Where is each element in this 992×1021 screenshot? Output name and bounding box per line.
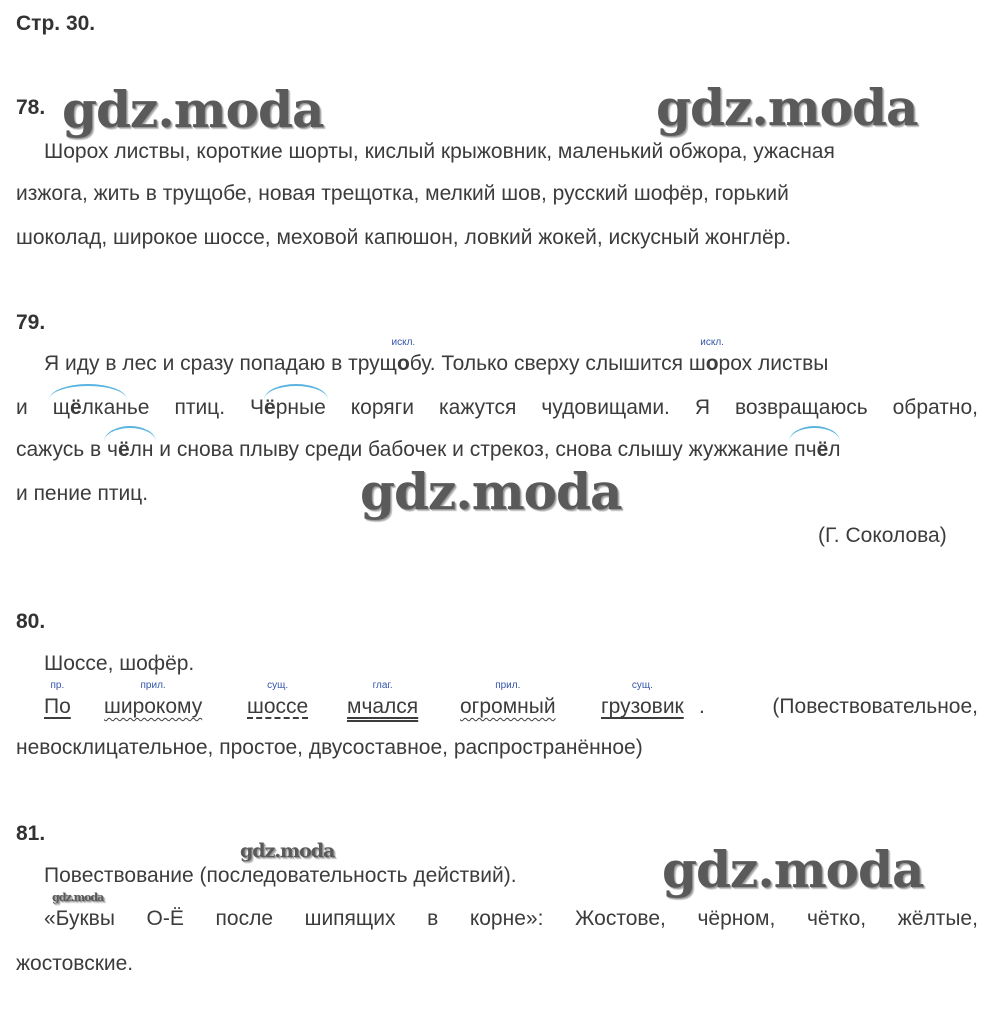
root-arc: [104, 426, 156, 442]
parsed-word: прил. огромный: [460, 680, 556, 718]
highlighted-vowel: о: [705, 352, 719, 375]
text-line: сажусь в ч ёлн и снова плыву среди бабочек и стрекоз, снова слышу жужжание пч ёл: [16, 438, 978, 462]
exception-annotation: искл.: [700, 337, 724, 348]
root-marked-word: Чёрные: [250, 396, 326, 420]
text-line: жостовские.: [16, 952, 134, 975]
watermark-logo: gdz.moda: [62, 80, 324, 139]
watermark-logo: gdz.moda: [240, 840, 335, 862]
text-line: «Буквы О-Ё после шипящих в корне»: Жостове, чёрном, чётко, жёлтые,: [44, 907, 978, 930]
parsed-word: прил. широкому: [104, 680, 203, 718]
parsed-word: сущ. грузовик: [601, 680, 684, 718]
text-line: невосклицательное, простое, двусоставное, распространённое): [16, 736, 643, 759]
watermark-logo: gdz.moda: [360, 462, 622, 521]
text-line: [44, 337, 978, 376]
parsed-word: пр. По: [44, 680, 71, 718]
text-line: шоколад, широкое шоссе, меховой капюшон, ловкий жокей, искусный жонглёр.: [16, 226, 792, 249]
watermark-logo: gdz.moda: [52, 891, 104, 904]
exercise-number: 81.: [16, 822, 46, 845]
text-line: Шорох листвы, короткие шорты, кислый крыжовник, маленький обжора, ужасная: [44, 140, 835, 163]
exercise-number: 80.: [16, 610, 46, 633]
sentence-end: .: [699, 695, 705, 718]
exception-annotation: искл.: [391, 337, 416, 348]
highlighted-vowel: о: [396, 352, 410, 375]
watermark-logo: gdz.moda: [656, 78, 918, 137]
text-line: и пение птиц.: [16, 482, 149, 505]
parsed-word: глаг. мчался: [347, 680, 419, 718]
watermark-logo: gdz.moda: [662, 840, 924, 899]
root-marked-word: щёлканье: [53, 396, 150, 420]
page-title: Стр. 30.: [16, 12, 96, 35]
parsed-word: сущ. шоссе: [247, 680, 309, 718]
author-attribution: (Г. Соколова): [818, 524, 947, 547]
sentence-fragment: Я иду в лес и сразу попадаю в трущ искл. обу. Только сверху слышится ш искл. орох листвы: [44, 337, 829, 375]
sentence-characteristics: (Повествовательное,: [772, 695, 978, 718]
text-line: изжога, жить в трущобе, новая трещотка, мелкий шов, русский шофёр, горький: [16, 182, 789, 205]
exercise-number: 78.: [16, 96, 46, 119]
root-arc: [49, 384, 128, 400]
text-line: и щёлканье птиц. Чёрные коряги кажутся чудовищами. Я возвращаюсь обратно,: [16, 396, 978, 420]
text-line: Повествование (последовательность действий).: [44, 864, 517, 887]
root-arc: [789, 426, 841, 442]
exercise-number: 79.: [16, 311, 46, 334]
root-arc: [264, 384, 328, 400]
text-line: Шоссе, шофёр.: [44, 652, 195, 675]
